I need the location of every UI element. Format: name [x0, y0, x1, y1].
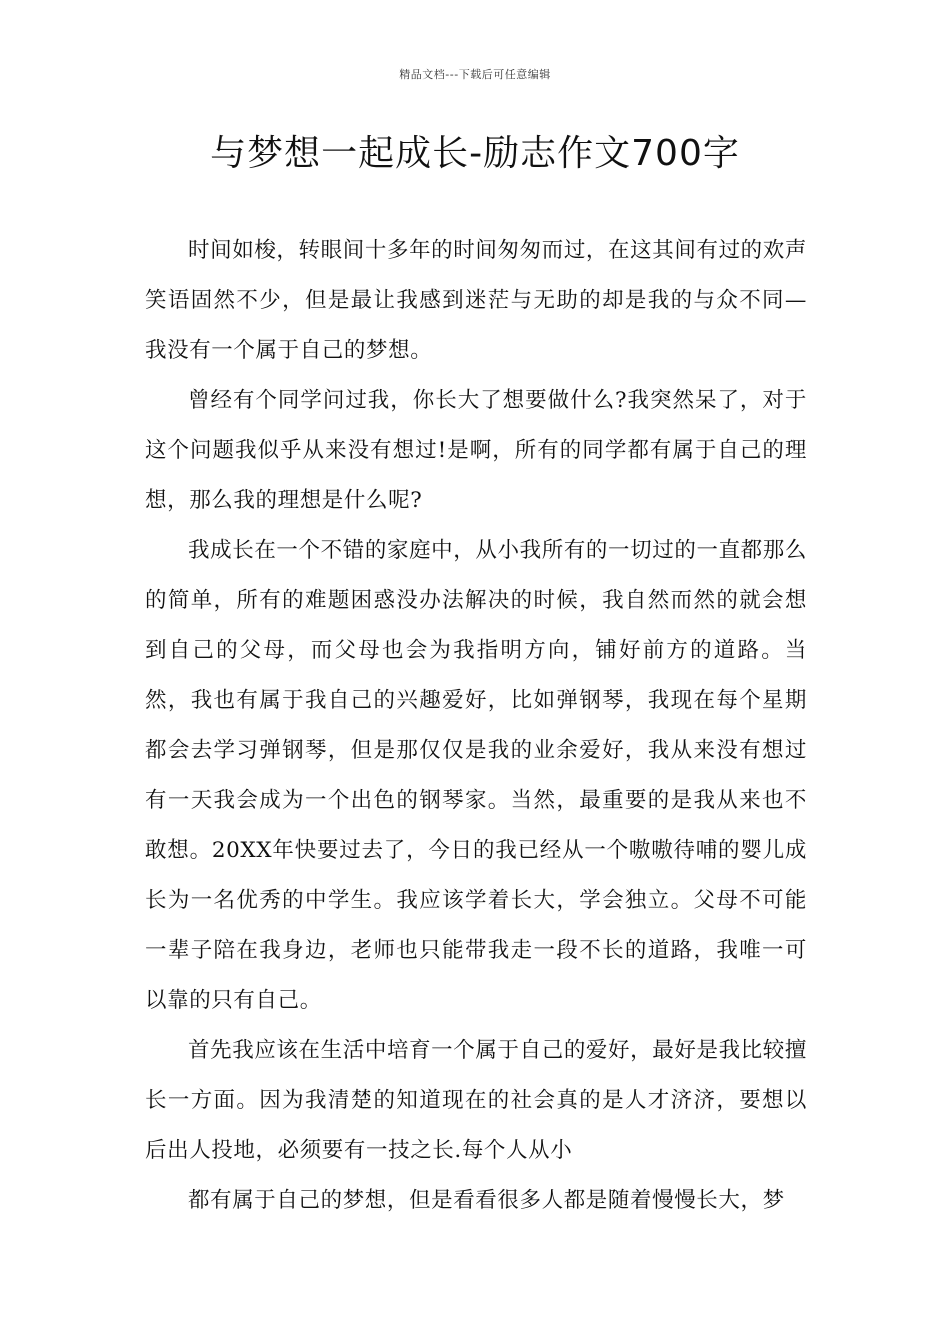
header-note: 精品文档---下载后可任意编辑 — [399, 68, 551, 81]
paragraph: 我成长在一个不错的家庭中，从小我所有的一切过的一直都那么的简单，所有的难题困惑没办法解决的时候，我自然而然的就会想到自己的父母，而父母也会为我指明方向，铺好前方的道路。当然，我也有属于我自己的兴趣爱好，比如弹钢琴，我现在每个星期都会去学习弹钢琴，但是那仅仅是我的业余爱好，我从来没有想过有一天我会成为一个出色的钢琴家。当然，最重要的是我从来也不敢想。20XX年快要过去了，今日的我已经从一个嗷嗷待哺的婴儿成长为一名优秀的中学生。我应该学着长大，学会独立。父母不可能一辈子陪在我身边，老师也只能带我走一段不长的道路，我唯一可以靠的只有自己。 — [145, 538, 807, 1013]
paragraph: 都有属于自己的梦想，但是看看很多人都是随着慢慢长大，梦 — [188, 1188, 785, 1213]
document-title: 与梦想一起成长-励志作文700字 — [210, 133, 740, 174]
paragraph: 时间如梭，转眼间十多年的时间匆匆而过，在这其间有过的欢声笑语固然不少，但是最让我感到迷茫与无助的却是我的与众不同—我没有一个属于自己的梦想。 — [145, 238, 807, 363]
document-body — [145, 226, 807, 1226]
paragraph: 首先我应该在生活中培育一个属于自己的爱好，最好是我比较擅长一方面。因为我清楚的知道现在的社会真的是人才济济，要想以后出人投地，必须要有一技之长.每个人从小 — [145, 1038, 807, 1163]
paragraph: 曾经有个同学问过我，你长大了想要做什么?我突然呆了，对于这个问题我似乎从来没有想过!是啊，所有的同学都有属于自己的理想，那么我的理想是什么呢? — [145, 388, 807, 513]
